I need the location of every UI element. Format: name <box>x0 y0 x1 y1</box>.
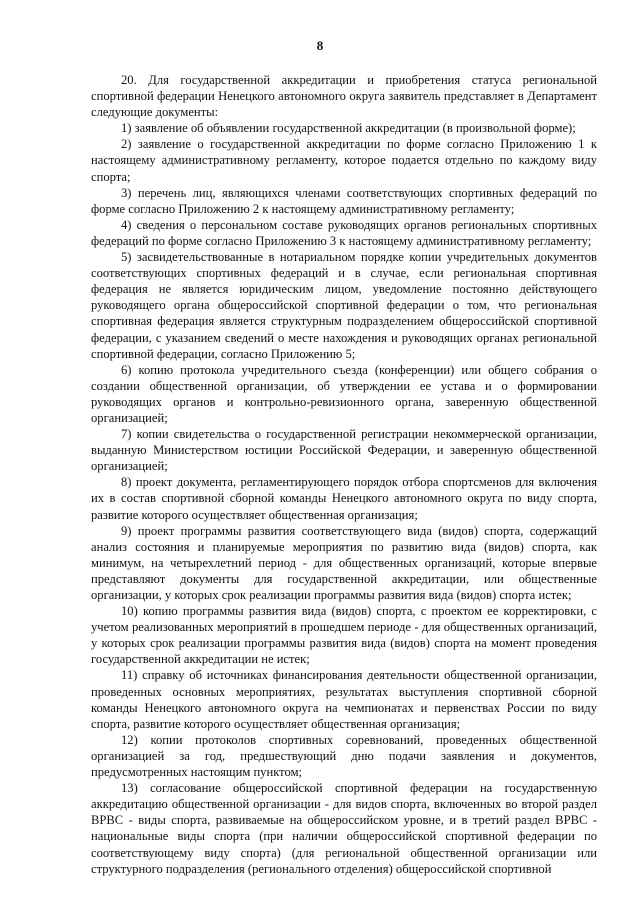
paragraph-item-9: 9) проект программы развития соответствующего вида (видов) спорта, содержащий анализ состояния и планируемые мероприятия по развитию вида (видов) спорта, как минимум, на четырехлетний период - для общественных организаций, которые впервые представляют документы для государственной аккредитации, или общественные организации, у которых срок реализации программы развития вида (видов) спорта истек; <box>91 523 597 602</box>
paragraph-item-13: 13) согласование общероссийской спортивной федерации на государственную аккредитацию общественной организации - для видов спорта, включенных во второй раздел ВРВС - виды спорта, развиваемые на общероссийском уровне, и в третий раздел ВРВС - национальные виды спорта (при наличии общероссийской спортивной федерации по соответствующему виду спорта) (для региональной общественной организации или структурного подразделения (регионального отделения) общероссийской спортивной <box>91 781 597 876</box>
paragraph-item-2: 2) заявление о государственной аккредитации по форме согласно Приложению 1 к настоящему административному регламенту, которое подается отдельно по каждому виду спорта; <box>91 137 597 184</box>
paragraph-item-4: 4) сведения о персональном составе руководящих органов региональных спортивных федераций по форме согласно Приложению 3 к настоящему административному регламенту; <box>91 217 597 248</box>
document-body <box>91 72 597 877</box>
paragraph-item-7: 7) копии свидетельства о государственной регистрации некоммерческой организации, выданную Министерством юстиции Российской Федерации, и заверенную общественной организацией; <box>91 427 597 474</box>
paragraph-item-12: 12) копии протоколов спортивных соревнований, проведенных общественной организацией за год, предшествующий дню подачи заявления и документов, предусмотренных настоящим пунктом; <box>91 732 597 780</box>
paragraph-20: 20. Для государственной аккредитации и приобретения статуса региональной спортивной федерации Ненецкого автономного округа заявитель представляет в Департамент следующие документы: <box>91 73 597 120</box>
paragraph-item-11: 11) справку об источниках финансирования деятельности общественной организации, проведенных основных мероприятиях, результатах выступления спортивной сборной команды Ненецкого автономного округа на чемпионатах и первенствах России по виду спорта, развитие которого осуществляет общественная организация; <box>91 668 597 731</box>
paragraph-item-8: 8) проект документа, регламентирующего порядок отбора спортсменов для включения их в состав спортивной сборной команды Ненецкого автономного округа по виду спорта, развитие которого осуществляет общественная организация; <box>91 475 597 522</box>
paragraph-item-3: 3) перечень лиц, являющихся членами соответствующих спортивных федераций по форме согласно Приложению 2 к настоящему административному регламенту; <box>91 185 597 216</box>
paragraph-item-1: 1) заявление об объявлении государственной аккредитации (в произвольной форме); <box>121 121 576 136</box>
paragraph-item-6: 6) копию протокола учредительного съезда (конференции) или общего собрания о создании общественной организации, об утверждении ее устава и о формировании руководящих органов и контрольно-ревизионного органа, заверенную общественной организацией; <box>91 362 597 425</box>
paragraph-item-10: 10) копию программы развития вида (видов) спорта, с проектом ее корректировки, с учетом реализованных мероприятий в прошедшем периоде - для общественных организаций, у которых срок реализации программы развития вида (видов) спорта на момент проведения государственной аккредитации не истек; <box>91 604 597 667</box>
paragraph-item-5: 5) засвидетельствованные в нотариальном порядке копии учредительных документов соответствующих спортивных федераций и в случае, если региональная спортивная федерация не является юридическим лицом, уведомление постоянно действующего руководящего органа общероссийской спортивной федерации о том, что региональная спортивная федерация является структурным подразделением общероссийской спортивной федерации, с указанием сведений о месте нахождения и руководящих органах региональной спортивной федерации, согласно Приложению 5; <box>91 250 597 361</box>
page-number: 8 <box>316 38 324 53</box>
